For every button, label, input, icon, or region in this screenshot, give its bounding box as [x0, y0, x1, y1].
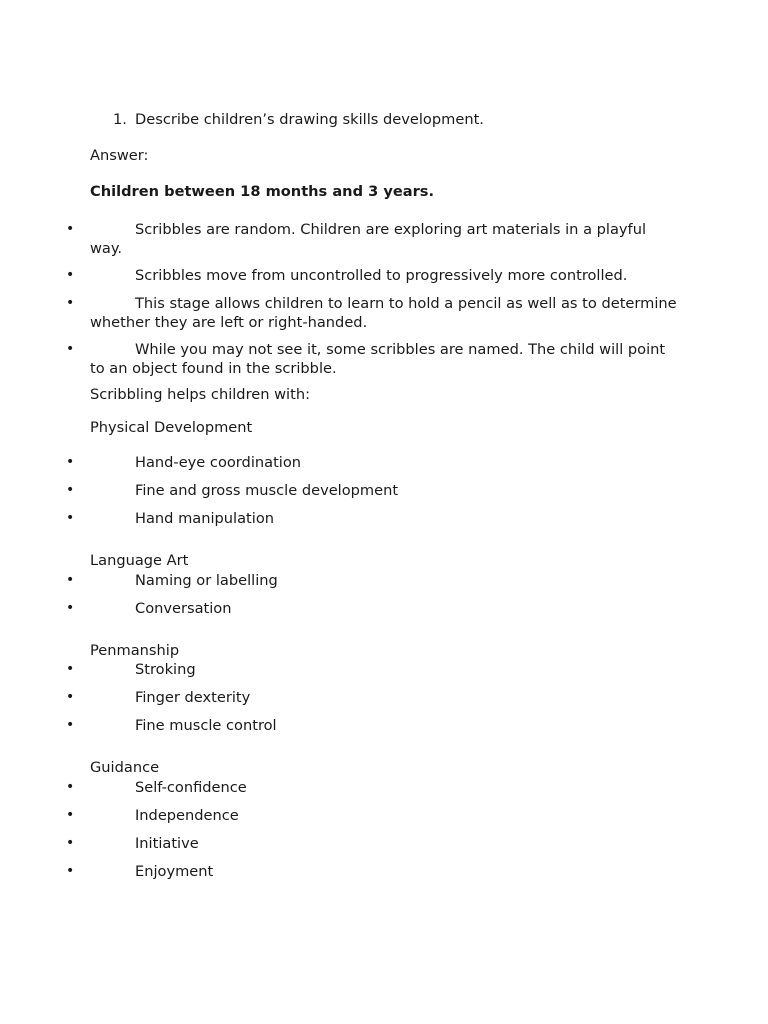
list-item: Self-confidence — [135, 779, 247, 796]
bullet-icon: • — [66, 454, 75, 470]
bullet-icon: • — [66, 661, 75, 677]
list-item: Hand-eye coordination — [135, 454, 302, 471]
section-title-physical: Physical Development — [90, 419, 253, 436]
bullet-icon: • — [66, 717, 75, 733]
age-range-heading: Children between 18 months and 3 years. — [90, 183, 435, 200]
bullet-icon: • — [66, 863, 75, 879]
list-item: Enjoyment — [135, 863, 214, 880]
section-title-guidance: Guidance — [90, 759, 160, 776]
section-title-language: Language Art — [90, 552, 189, 569]
list-item: Finger dexterity — [135, 689, 251, 706]
list-item: Independence — [135, 807, 239, 824]
stage-point: While you may not see it, some scribbles are named. The child will point to an object found in the scribble. — [90, 341, 666, 377]
bullet-icon: • — [66, 689, 75, 705]
bullet-icon: • — [66, 779, 75, 795]
list-item: Fine muscle control — [135, 717, 277, 734]
list-item: Stroking — [135, 661, 196, 678]
question-text: Describe children’s drawing skills development. — [135, 111, 484, 128]
bullet-icon: • — [66, 341, 75, 357]
bullet-icon: • — [66, 510, 75, 526]
list-item: Naming or labelling — [135, 572, 278, 589]
bullet-icon: • — [66, 572, 75, 588]
bullet-icon: • — [66, 807, 75, 823]
section-title-penmanship: Penmanship — [90, 642, 180, 659]
stage-point: Scribbles are random. Children are exploring art materials in a playful way. — [90, 221, 646, 257]
helps-intro: Scribbling helps children with: — [90, 386, 310, 403]
stage-point: This stage allows children to learn to hold a pencil as well as to determine whether they are left or right-handed. — [90, 295, 677, 331]
stage-point: Scribbles move from uncontrolled to progressively more controlled. — [135, 267, 628, 284]
bullet-icon: • — [66, 295, 75, 311]
bullet-icon: • — [66, 221, 75, 237]
list-item: Fine and gross muscle development — [135, 482, 399, 499]
bullet-icon: • — [66, 835, 75, 851]
bullet-icon: • — [66, 482, 75, 498]
bullet-icon: • — [66, 600, 75, 616]
answer-label: Answer: — [90, 147, 149, 164]
list-item: Hand manipulation — [135, 510, 274, 527]
list-item: Initiative — [135, 835, 199, 852]
list-item: Conversation — [135, 600, 232, 617]
bullet-icon: • — [66, 267, 75, 283]
question-number: 1. — [113, 111, 127, 128]
